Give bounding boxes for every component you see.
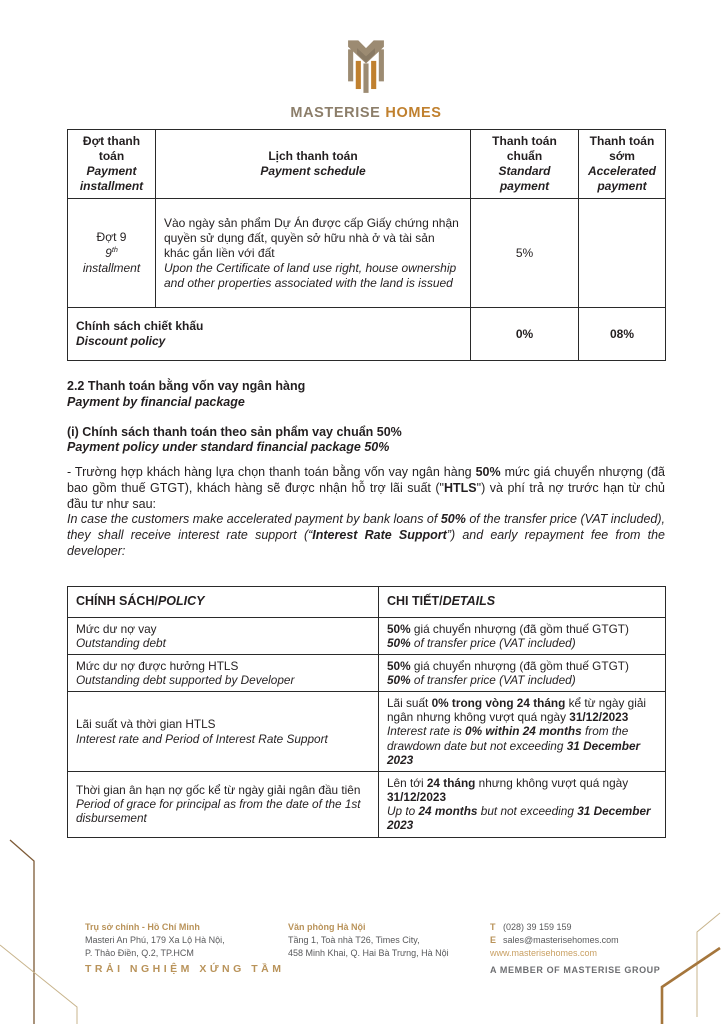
footer-hanoi-office [288,921,449,960]
hcm-address-line: Masteri An Phú, 179 Xa Lộ Hà Nội, [85,935,225,946]
header-en: Accelerated payment [587,164,657,193]
header-en: Standard payment [498,164,551,193]
group-membership-note: A MEMBER OF MASTERISE GROUP [490,965,661,975]
standard-payment-value: 5% [471,199,579,308]
phone-number: (028) 39 159 159 [503,922,572,932]
table-row-discount-policy [68,308,666,361]
details-en: Up to 24 months but not exceeding 31 December 2023 [387,804,651,833]
discount-label-vn: Chính sách chiết khấu [76,319,204,333]
hanoi-office-title: Văn phòng Hà Nội [288,922,366,932]
policy-vn: Mức dư nợ được hưởng HTLS [76,658,239,673]
details-vn: 50% giá chuyển nhượng (đã gồm thuế GTGT) [387,621,629,636]
schedule-desc-vn: Vào ngày sản phẩm Dự Án được cấp Giấy chứng nhận quyền sử dụng đất, quyền sở hữu nhà ở và tài sản khác gắn liền với đất [164,215,459,260]
masterise-logo-icon [334,36,398,96]
policy-table-header-row [68,586,666,617]
discount-label-en: Discount policy [76,334,166,348]
hcm-office-title: Trụ sở chính - Hồ Chí Minh [85,922,200,932]
details-vn: Lên tới 24 tháng nhưng không vượt quá ngày 31/12/2023 [387,775,629,805]
logo-block [67,36,665,121]
hanoi-address-line: Tầng 1, Toà nhà T26, Times City, [288,935,420,946]
policy-vn: Lãi suất và thời gian HTLS [76,717,216,732]
policy-paragraph [67,465,665,560]
details-vn: 50% giá chuyển nhượng (đã gồm thuế GTGT) [387,658,629,673]
section-heading [67,379,665,411]
policy-cell [68,771,379,837]
header-payment-installment [68,130,156,199]
policy-details-table [67,586,666,838]
brand-name-masterise: MASTERISE [290,105,381,121]
footer-contact [490,921,619,960]
website-url: www.masterisehomes.com [490,948,598,959]
header-standard-payment [471,130,579,199]
details-vn: Lãi suất 0% trong vòng 24 tháng kể từ ngày giải ngân nhưng không vượt quá ngày 31/12/2023 [387,696,647,725]
details-cell [379,617,666,654]
header-en: Payment schedule [260,164,366,178]
section-subheading-en: Payment policy under standard financial package 50% [67,440,390,455]
schedule-description-cell [156,199,471,308]
payment-schedule-table [67,129,666,361]
accelerated-payment-value [579,199,666,308]
brand-wordmark [67,105,665,121]
header-details: CHI TIẾT/DETAILS [379,586,666,617]
section-subheading-vn: (i) Chính sách thanh toán theo sản phẩm vay chuẩn 50% [67,424,402,439]
installment-label-cell [68,199,156,308]
discount-policy-label-cell [68,308,471,361]
details-en: 50% of transfer price (VAT included) [387,635,576,650]
table-row-installment-9 [68,199,666,308]
details-cell [379,692,666,772]
policy-en: Period of grace for principal as from the date of the 1st disbursement [76,797,361,826]
brand-tagline: TRẢI NGHIỆM XỨNG TẦM [85,963,285,975]
policy-vn: Thời gian ân hạn nợ gốc kể từ ngày giải ngân đầu tiên [76,782,361,797]
policy-vn: Mức dư nợ vay [76,621,157,636]
header-vn: Lịch thanh toán [268,149,358,163]
section-subheading [67,425,665,457]
header-vn: Thanh toán chuẩn [492,134,557,163]
details-en: 50% of transfer price (VAT included) [387,672,576,687]
phone-row [490,921,619,934]
policy-en: Outstanding debt supported by Developer [76,672,295,687]
phone-icon: T [490,922,496,932]
page-footer [0,918,724,1024]
header-vn: Thanh toán sớm [589,134,655,163]
schedule-desc-en: Upon the Certificate of land use right, house ownership and other properties associated with the land is issued [164,260,457,290]
table-row-interest-rate [68,692,666,772]
email-icon: E [490,935,497,946]
footer-hcm-office [85,921,225,960]
table-header-row [68,130,666,199]
table-row-debt-supported [68,654,666,691]
section-heading-en: Payment by financial package [67,394,245,409]
brand-name-homes: HOMES [385,105,442,121]
details-en: Interest rate is 0% within 24 months from the drawdown date but not exceeding 31 December 2023 [387,724,641,767]
installment-label-en: 9th installment [82,245,141,275]
email-address: sales@masterisehomes.com [503,935,619,946]
table-row-outstanding-debt [68,617,666,654]
section-heading-vn: 2.2 Thanh toán bằng vốn vay ngân hàng [67,379,306,393]
section-2-2 [67,379,665,560]
policy-en: Outstanding debt [76,635,166,650]
policy-paragraph-vn: - Trường hợp khách hàng lựa chọn thanh toán bằng vốn vay ngân hàng 50% mức giá chuyển nhượng (đã bao gồm thuế GTGT), khách hàng sẽ được nhận hỗ trợ lãi suất ("HTLS") và phí trả nợ trước hạn từ chủ đầu tư như sau: [67,465,665,511]
table-row-grace-period [68,771,666,837]
header-payment-schedule [156,130,471,199]
policy-paragraph-en: In case the customers make accelerated payment by bank loans of 50% of the transfer price (VAT included), they shall receive interest rate support (“Interest Rate Support”) and early repayment fee from the developer: [67,512,666,558]
hcm-address-line: P. Thảo Điền, Q.2, TP.HCM [85,948,194,959]
details-cell [379,654,666,691]
details-cell [379,771,666,837]
header-accelerated-payment [579,130,666,199]
policy-en: Interest rate and Period of Interest Rate Support [76,731,328,746]
installment-label-vn: Đợt 9 [96,230,127,244]
policy-cell [68,654,379,691]
policy-cell [68,617,379,654]
email-row [490,934,619,947]
header-vn: Đợt thanh toán [82,134,141,163]
policy-cell [68,692,379,772]
discount-standard-value: 0% [471,308,579,361]
header-en: Payment installment [79,164,144,193]
hanoi-address-line: 458 Minh Khai, Q. Hai Bà Trưng, Hà Nội [288,948,449,959]
header-policy: CHÍNH SÁCH/POLICY [68,586,379,617]
discount-accelerated-value: 08% [579,308,666,361]
